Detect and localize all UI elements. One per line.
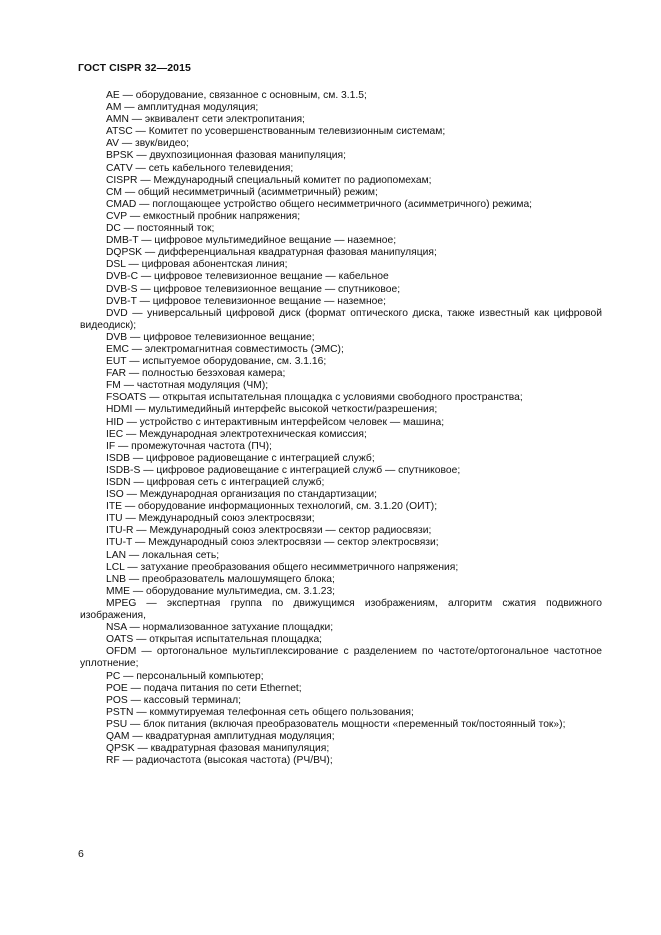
list-item: POE — подача питания по сети Ethernet; — [106, 682, 302, 694]
list-item: AE — оборудование, связанное с основным, см. 3.1.5; — [106, 90, 367, 101]
list-item: LCL — затухание преобразования общего несимметричного напряжения; — [106, 561, 459, 573]
list-item: HDMI — мультимедийный интерфейс высокой четкости/разрешения; — [106, 404, 438, 416]
list-item: MPEG — экспертная группа по движущимся изображениям, алгоритм сжатия подвижного изображения, — [80, 597, 602, 622]
list-item: ITU-T — Международный союз электросвязи — сектор электросвязи; — [106, 537, 439, 549]
list-item: BPSK — двухпозиционная фазовая манипуляция; — [106, 150, 346, 162]
list-item: DVD — универсальный цифровой диск (формат оптического диска, также известный как цифровой видеодиск); — [80, 307, 602, 331]
list-item: DMB-T — цифровое мультимедийное вещание — наземное; — [106, 235, 397, 247]
list-item: CATV — сеть кабельного телевидения; — [106, 162, 294, 174]
list-item: PSU — блок питания (включая преобразователь мощности «переменный ток/постоянный ток»); — [106, 718, 566, 730]
list-item: LAN — локальная сеть; — [106, 549, 220, 561]
list-item: DVB — цифровое телевизионное вещание; — [106, 331, 315, 343]
list-item: QAM — квадратурная амплитудная модуляция; — [106, 730, 335, 742]
list-item: OATS — открытая испытательная площадка; — [106, 634, 323, 646]
page-number: 6 — [78, 848, 84, 860]
list-item: IEC — Международная электротехническая комиссия; — [106, 428, 367, 440]
list-item: CVP — емкостный пробник напряжения; — [106, 210, 301, 222]
list-item: ISDB-S — цифровое радиовещание с интеграцией служб — спутниковое; — [106, 464, 461, 476]
abbreviations-list — [80, 90, 602, 767]
list-item: OFDM — ортогональное мультиплексирование с разделением по частоте/ортогональное частотное уплотнение; — [80, 646, 602, 670]
list-item: FAR — полностью безэховая камера; — [106, 368, 286, 380]
document-header: ГОСТ CISPR 32—2015 — [78, 62, 191, 74]
list-item: FSOATS — открытая испытательная площадка с условиями свободного пространства; — [106, 392, 523, 404]
list-item: QPSK — квадратурная фазовая манипуляция; — [106, 743, 330, 755]
list-item: ATSC — Комитет по усовершенствованным телевизионным системам; — [106, 126, 446, 138]
list-item: EMC — электромагнитная совместимость (ЭМС); — [106, 343, 344, 355]
list-item: ITU-R — Международный союз электросвязи — сектор радиосвязи; — [106, 525, 432, 537]
list-item: NSA — нормализованное затухание площадки; — [106, 622, 334, 634]
list-item: ITE — оборудование информационных технологий, см. 3.1.20 (ОИТ); — [106, 501, 438, 513]
list-item: POS — кассовый терминал; — [106, 694, 242, 706]
list-item: CM — общий несимметричный (асимметричный) режим; — [106, 186, 378, 198]
list-item: DVB-T — цифровое телевизионное вещание — наземное; — [106, 295, 386, 307]
list-item: HID — устройство с интерактивным интерфейсом человек — машина; — [106, 416, 445, 428]
list-item: ITU — Международный союз электросвязи; — [106, 513, 315, 525]
list-item: FM — частотная модуляция (ЧМ); — [106, 380, 269, 392]
list-item: PSTN — коммутируемая телефонная сеть общего пользования; — [106, 706, 414, 718]
list-item: AMN — эквивалент сети электропитания; — [106, 114, 305, 126]
list-item: ISO — Международная организация по стандартизации; — [106, 489, 378, 501]
list-item: DQPSK — дифференциальная квадратурная фазовая манипуляция; — [106, 247, 437, 259]
list-item: PC — персональный компьютер; — [106, 670, 264, 682]
list-item: ISDB — цифровое радиовещание с интеграцией служб; — [106, 452, 375, 464]
list-item: DC — постоянный ток; — [106, 223, 215, 235]
list-item: AM — амплитудная модуляция; — [106, 102, 259, 114]
list-item: LNB — преобразователь малошумящего блока; — [106, 573, 335, 585]
list-item: DVB-S — цифровое телевизионное вещание — спутниковое; — [106, 283, 401, 295]
list-item: IF — промежуточная частота (ПЧ); — [106, 440, 272, 452]
list-item: CMAD — поглощающее устройство общего несимметричного (асимметричного) режима; — [106, 198, 533, 210]
list-item: RF — радиочастота (высокая частота) (РЧ/ВЧ); — [106, 755, 333, 767]
list-item: EUT — испытуемое оборудование, см. 3.1.16; — [106, 356, 327, 368]
list-item: MME — оборудование мультимедиа, см. 3.1.23; — [106, 585, 336, 597]
list-item: ISDN — цифровая сеть с интеграцией служб; — [106, 477, 325, 488]
list-item: DVB-C — цифровое телевизионное вещание — кабельное — [106, 271, 389, 283]
list-item: DSL — цифровая абонентская линия; — [106, 259, 288, 271]
list-item: AV — звук/видео; — [106, 138, 190, 150]
list-item: CISPR — Международный специальный комитет по радиопомехам; — [106, 174, 432, 186]
